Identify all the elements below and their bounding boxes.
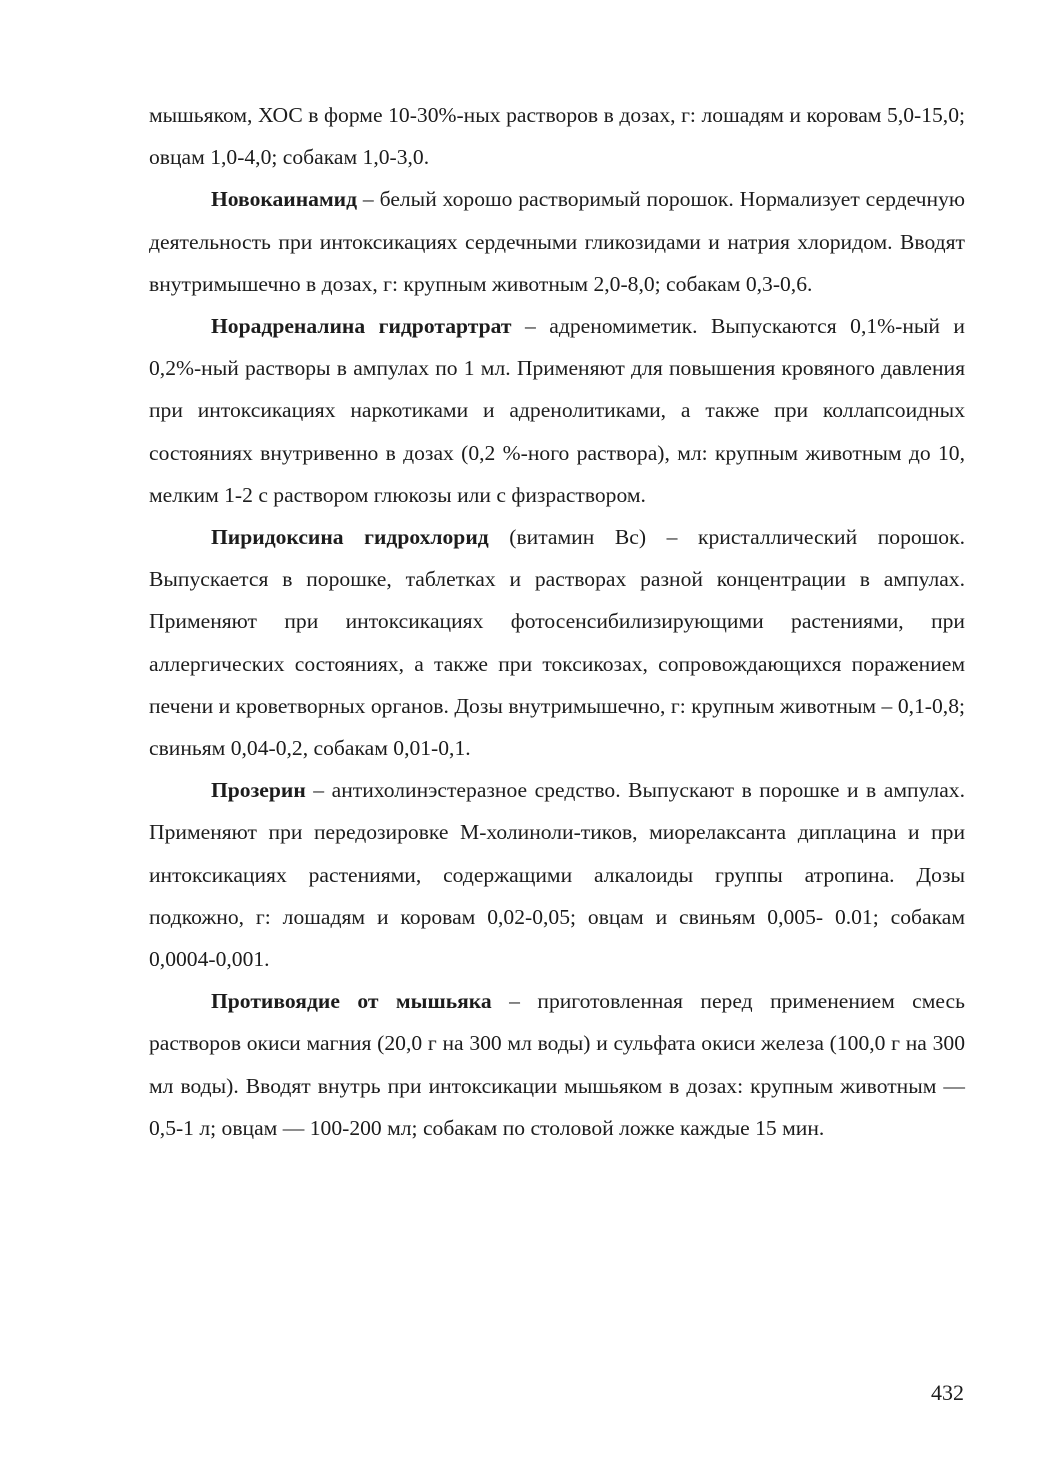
term-novokainamid: Новокаинамид [211,187,358,212]
paragraph-piridoksin [149,516,965,769]
term-noradrenalin: Норадреналина гидротартрат [211,314,512,339]
paragraph-text: – адреномиметик. Выпускаются 0,1%-ный и 0,2%-ный растворы в ампулах по 1 мл. Применяют для повышения кровяного давления при интоксикациях наркотиками и адренолитиками, а также при коллапсоидных состояниях внутривенно в дозах (0,2 %-ного раствора), мл: крупным животным до 10, мелким 1-2 с раствором глюкозы или с физраствором. [149,314,965,507]
paragraph-novokainamid [149,178,965,305]
paragraph-text: – антихолинэстеразное средство. Выпускают в порошке и в ампулах. Применяют при передозировке М-холиноли-тиков, миорелаксанта диплацина и при интоксикациях растениями, содержащими алкалоиды группы атропина. Дозы подкожно, г: лошадям и коровам 0,02-0,05; овцам и свиньям 0,005- 0.01; собакам 0,0004-0,001. [149,778,965,972]
paragraph-text: (витамин Вс) – кристаллический порошок. Выпускается в порошке, таблетках и растворах разной концентрации в ампулах. Применяют при интоксикациях фотосенсибилизирующими растениями, при аллергических состояниях, а также при токсикозах, сопровождающихся поражением печени и кроветворных органов. Дозы внутримышечно, г: крупным животным – 0,1-0,8; свиньям 0,04-0,2, собакам 0,01-0,1. [149,525,965,761]
paragraph-text: мышьяком, ХОС в форме 10-30%-ных растворов в дозах, г: лошадям и коровам 5,0-15,0; овцам 1,0-4,0; собакам 1,0-3,0. [149,103,965,170]
term-antidote-arsenic: Противоядие от мышьяка [211,989,492,1014]
paragraph-text: – белый хорошо растворимый порошок. Нормализует сердечную деятельность при интоксикациях сердечными гликозидами и натрия хлоридом. Вводят внутримышечно в дозах, г: крупным животным 2,0-8,0; собакам 0,3-0,6. [149,187,965,296]
paragraph-prozerin [149,769,965,980]
document-body [149,94,965,1149]
paragraph-antidote-arsenic [149,980,965,1149]
paragraph-noradrenalin [149,305,965,516]
term-prozerin: Прозерин [211,778,306,803]
paragraph-continuation [149,94,965,178]
term-piridoksin: Пиридоксина гидрохлорид [211,525,489,550]
paragraph-text: – приготовленная перед применением смесь растворов окиси магния (20,0 г на 300 мл воды) и сульфата окиси железа (100,0 г на 300 мл воды). Вводят внутрь при интоксикации мышьяком в дозах: крупным животным — 0,5-1 л; овцам — 100-200 мл; собакам по столовой ложке каждые 15 мин. [149,989,965,1140]
page-number: 432 [931,1380,964,1405]
